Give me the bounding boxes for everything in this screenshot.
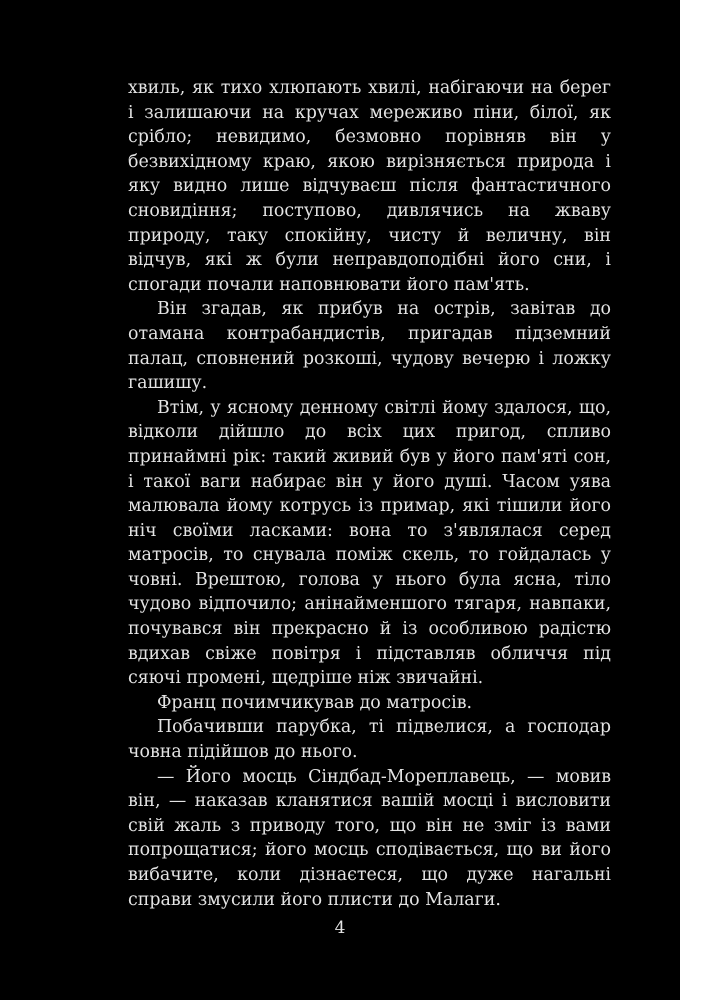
body-text [128, 76, 611, 912]
paragraph-5: Побачивши парубка, ті підвелися, а господар човна підійшов до нього. [128, 717, 611, 763]
paragraph-4: Франц почимчикував до матросів. [157, 692, 473, 713]
paragraph-2: Він згадав, як прибув на острів, завітав до отамана контрабандистів, пригадав підземний палац, сповнений розкоші, чудову вечерю і ложку гашишу. [128, 299, 611, 394]
paragraph-6: — Його мосць Сіндбад-Мореплавець, — мовив він, — наказав кланятися вашій мосці і висловити свій жаль з приводу того, що він не зміг із вами попрощатися; його мосць сподівається, що ви його вибачите, коли дізнаєтеся, що дуже нагальні справи змусили його плисти до Малаги. [128, 766, 611, 910]
paragraph-3: Втім, у ясному денному світлі йому здалося, що, відколи дійшло до всіх цих пригод, спливо принаймні рік: такий живий був у його пам'яті сон, і такої ваги набирає він у його душі. Часом уява малювала йому котрусь із примар, які тішили його ніч своїми ласками: вона то з'являлася серед матросів, то снувала поміж скель, то гойдалась у човні. Врештою, голова у нього була ясна, тіло чудово відпочило; анінайменшого тягаря, навпаки, почувався він прекрасно й із особливою радістю вдихав свіже повітря і підставляв обличчя під сяючі промені, щедріше ніж звичайні. [128, 397, 611, 689]
page-edge [680, 0, 720, 1000]
page-number: 4 [334, 918, 346, 938]
paragraph-1: хвиль, як тихо хлюпають хвилі, набігаючи на берег і залишаючи на кручах мереживо піни, білої, як срібло; невидимо, безмовно порівняв він у безвихідному краю, якою вирізняється природа і яку видно лише відчуваєш після фантастичного сновидіння; поступово, дивлячись на жваву природу, таку спокійну, чисту й величну, він відчув, які ж були неправдоподібні його сни, і спогади почали наповнювати його пам'ять. [128, 78, 611, 295]
